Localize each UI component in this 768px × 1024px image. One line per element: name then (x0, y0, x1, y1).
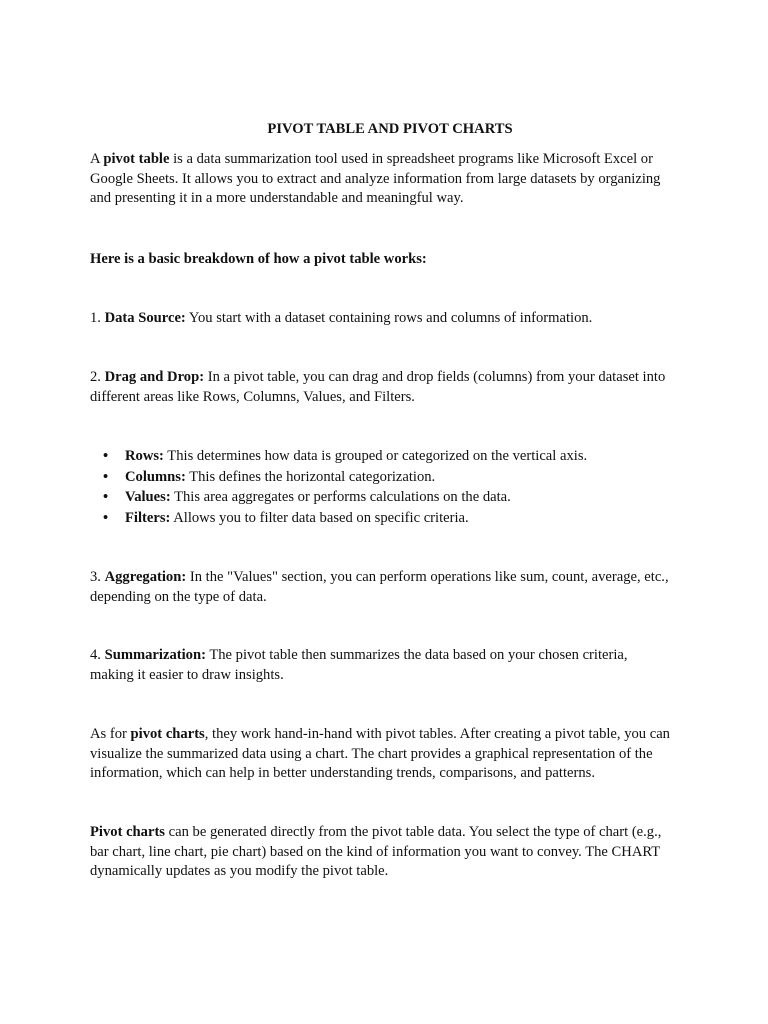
intro-paragraph (90, 150, 670, 209)
intro-bold-term: pivot table (103, 151, 170, 167)
list-item (90, 509, 587, 530)
step-3-paragraph (90, 568, 670, 607)
intro-pre: A (90, 151, 104, 167)
step-2-paragraph (90, 368, 670, 407)
step-1-text: You start with a dataset containing rows and columns of information. (185, 310, 593, 326)
step-4-label: Summarization: (104, 647, 206, 663)
bullet-icon: • (103, 509, 109, 526)
charts2-post: can be generated directly from the pivot table data. You select the type of chart (e.g., bar chart, line chart, pie chart) based on the kind of information you want to convey. The CHART dynamically updates as you modify the pivot table. (90, 824, 662, 880)
bullet-text: This determines how data is grouped or categorized on the vertical axis. (163, 448, 588, 464)
bullet-label: Values: (125, 489, 171, 505)
charts2-bold-term: Pivot charts (90, 824, 165, 840)
step-1-paragraph (90, 309, 670, 329)
list-item (90, 488, 587, 509)
step-3-label: Aggregation: (104, 569, 187, 585)
list-item (90, 468, 587, 489)
list-item (90, 447, 587, 468)
bullet-text: Allows you to filter data based on specific criteria. (170, 509, 469, 526)
step-3-number: 3. (90, 569, 105, 585)
bullet-label: Columns: (125, 468, 186, 485)
breakdown-heading-text: Here is a basic breakdown of how a pivot table works: (90, 251, 427, 267)
areas-bullet-list (90, 447, 587, 529)
document-title: PIVOT TABLE AND PIVOT CHARTS (267, 121, 513, 137)
bullet-icon: • (103, 489, 109, 505)
intro-post: is a data summarization tool used in spreadsheet programs like Microsoft Excel or Google Sheets. It allows you to extract and analyze information from large datasets by organizing and presenting it in a more understandable and meaningful way. (90, 151, 661, 207)
charts-pre: As for (90, 726, 131, 742)
step-1-number: 1. (90, 310, 105, 326)
bullet-icon: • (103, 468, 109, 485)
bullet-label: Filters: (125, 509, 171, 526)
bullet-label: Rows: (125, 448, 164, 464)
step-2-label: Drag and Drop: (104, 369, 205, 385)
bullet-text: This defines the horizontal categorization. (185, 468, 436, 485)
bullet-icon: • (103, 448, 109, 464)
pivot-charts-paragraph-2 (90, 823, 670, 882)
step-4-text: The pivot table then summarizes the data based on your chosen criteria, making it easier to draw insights. (90, 647, 628, 683)
step-2-number: 2. (90, 369, 105, 385)
step-3-text: In the "Values" section, you can perform operations like sum, count, average, etc., depending on the type of data. (90, 569, 669, 605)
charts-post: , they work hand-in-hand with pivot tables. After creating a pivot table, you can visualize the summarized data using a chart. The chart provides a graphical representation of the information, which can help in better understanding trends, comparisons, and patterns. (90, 726, 670, 782)
pivot-charts-paragraph (90, 725, 670, 784)
charts-bold-term: pivot charts (130, 726, 205, 742)
step-4-paragraph (90, 646, 670, 685)
bullet-text: This area aggregates or performs calculations on the data. (170, 489, 511, 505)
step-2-text: In a pivot table, you can drag and drop fields (columns) from your dataset into different areas like Rows, Columns, Values, and Filters. (90, 369, 666, 405)
step-4-number: 4. (90, 647, 105, 663)
breakdown-heading (90, 250, 670, 270)
step-1-label: Data Source: (104, 310, 186, 326)
